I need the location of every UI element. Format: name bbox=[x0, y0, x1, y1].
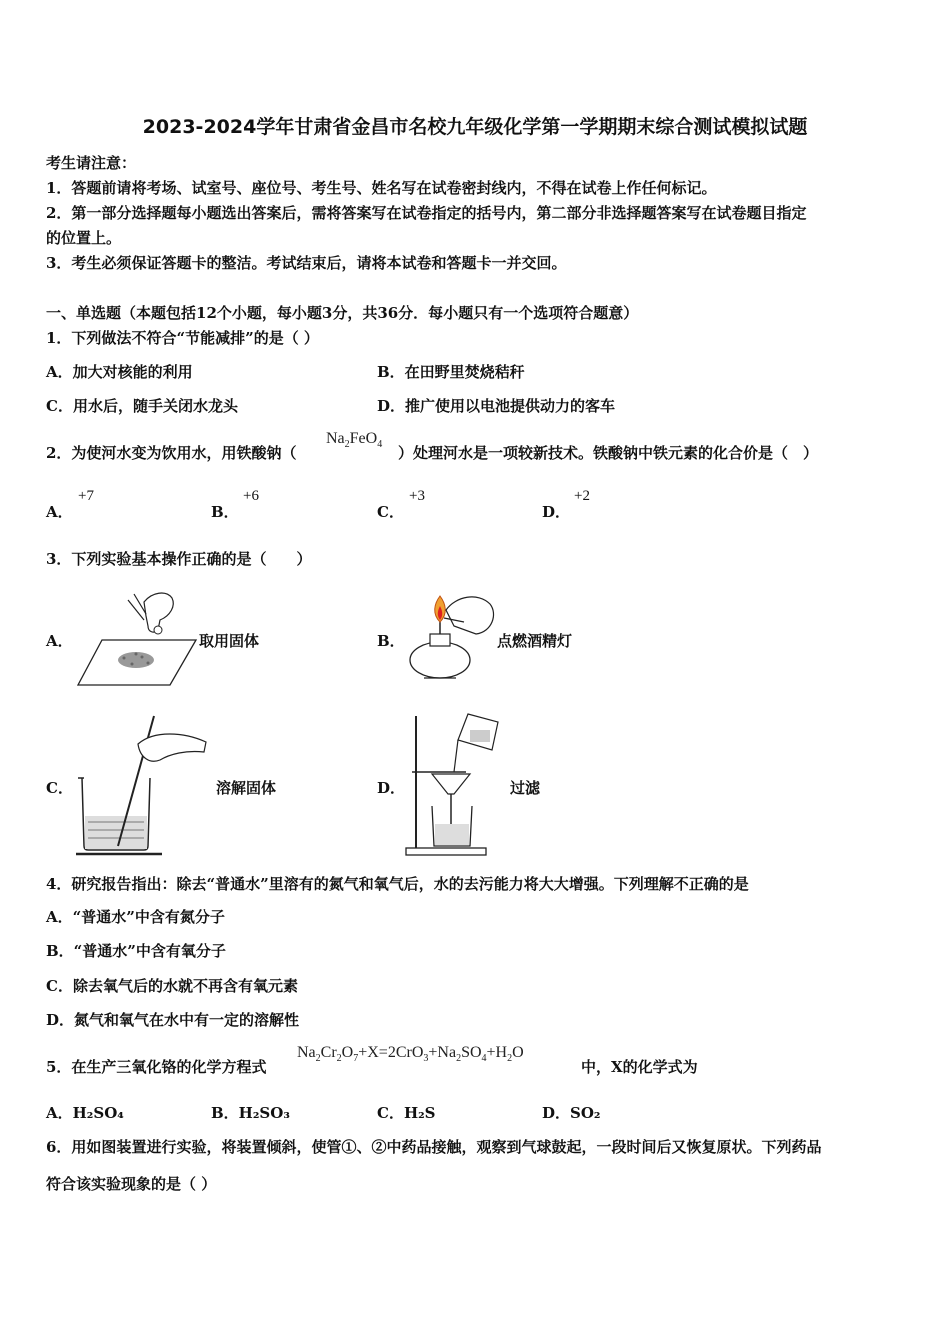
q3-option-c-label: C． bbox=[46, 779, 73, 797]
q5-option-a: A．H₂SO₄ bbox=[46, 1104, 124, 1122]
q4-option-c: C．除去氧气后的水就不再含有氧元素 bbox=[46, 977, 298, 995]
q2-option-b-label: B． bbox=[211, 503, 239, 521]
q2-option-c-label: C． bbox=[377, 503, 404, 521]
section-heading: 一、单选题（本题包括12个小题，每小题3分，共36分．每小题只有一个选项符合题意） bbox=[46, 304, 639, 322]
page-title: 2023-2024学年甘肃省金昌市名校九年级化学第一学期期末综合测试模拟试题 bbox=[142, 116, 808, 138]
notice-heading: 考生请注意： bbox=[46, 154, 137, 172]
notice-item: 3．考生必须保证答题卡的整洁。考试结束后，请将本试卷和答题卡一并交回。 bbox=[46, 254, 567, 272]
q3-option-b-caption: 点燃酒精灯 bbox=[497, 632, 573, 650]
q2-option-a-value: +7 bbox=[78, 488, 94, 504]
q3-stem: 3．下列实验基本操作正确的是（ ） bbox=[46, 550, 312, 568]
q2-option-a-label: A． bbox=[46, 503, 73, 521]
filtration-illustration bbox=[404, 710, 514, 860]
q3-option-d-caption: 过滤 bbox=[510, 779, 541, 797]
q4-option-a: A．“普通水”中含有氮分子 bbox=[46, 908, 225, 926]
q1-option-a: A．加大对核能的利用 bbox=[46, 363, 193, 381]
notice-item: 的位置上。 bbox=[46, 229, 122, 247]
q2-stem-pre: 2．为使河水变为饮用水，用铁酸钠（ bbox=[46, 444, 297, 462]
dissolving-solid-illustration bbox=[74, 712, 214, 860]
q4-option-b: B．“普通水”中含有氧分子 bbox=[46, 942, 226, 960]
q3-option-a-caption: 取用固体 bbox=[199, 632, 260, 650]
q1-option-d: D．推广使用以电池提供动力的客车 bbox=[377, 397, 616, 415]
q3-option-b-label: B． bbox=[377, 632, 405, 650]
q1-option-b: B．在田野里焚烧秸秆 bbox=[377, 363, 525, 381]
q2-formula: $Na_2FeO_4$ bbox=[326, 430, 383, 451]
q5-option-d: D．SO₂ bbox=[542, 1104, 601, 1122]
q1-option-c: C．用水后，随手关闭水龙头 bbox=[46, 397, 238, 415]
q3-option-d-label: D． bbox=[377, 779, 406, 797]
q3-option-a-label: A． bbox=[46, 632, 73, 650]
notice-item: 1．答题前请将考场、试室号、座位号、考生号、姓名写在试卷密封线内，不得在试卷上作任何标记。 bbox=[46, 179, 717, 197]
q2-option-d-value: +2 bbox=[574, 488, 590, 504]
q2-option-c-value: +3 bbox=[409, 488, 425, 504]
q2-stem-post: ）处理河水是一项较新技术。铁酸钠中铁元素的化合价是（ ） bbox=[398, 444, 819, 462]
notice-item: 2．第一部分选择题每小题选出答案后，需将答案写在试卷指定的括号内，第二部分非选择题答案写在试卷题目指定 bbox=[46, 204, 807, 222]
lighting-alcohol-lamp-illustration bbox=[404, 582, 504, 687]
q5-stem-post: 中，X的化学式为 bbox=[581, 1058, 698, 1076]
q5-equation: $Na_2Cr_2O_7+X=2CrO_3+Na_2SO_4+H_2O$ bbox=[297, 1044, 524, 1065]
q6-stem-line2: 符合该实验现象的是（ ） bbox=[46, 1175, 217, 1193]
q5-stem-pre: 5．在生产三氧化铬的化学方程式 bbox=[46, 1058, 267, 1076]
q6-stem-line1: 6．用如图装置进行实验，将装置倾斜，使管①、②中药品接触，观察到气球鼓起，一段时间后又恢复原状。下列药品 bbox=[46, 1138, 822, 1156]
q5-option-c: C．H₂S bbox=[377, 1104, 436, 1122]
q2-option-d-label: D． bbox=[542, 503, 571, 521]
q1-stem: 1．下列做法不符合“节能减排”的是（ ） bbox=[46, 329, 319, 347]
q4-option-d: D．氮气和氧气在水中有一定的溶解性 bbox=[46, 1011, 300, 1029]
q5-option-b: B．H₂SO₃ bbox=[211, 1104, 290, 1122]
taking-solid-illustration bbox=[74, 580, 204, 690]
q3-option-c-caption: 溶解固体 bbox=[216, 779, 277, 797]
q2-option-b-value: +6 bbox=[243, 488, 259, 504]
q4-stem: 4．研究报告指出：除去“普通水”里溶有的氮气和氧气后，水的去污能力将大大增强。下列理解不正确的是 bbox=[46, 875, 749, 893]
